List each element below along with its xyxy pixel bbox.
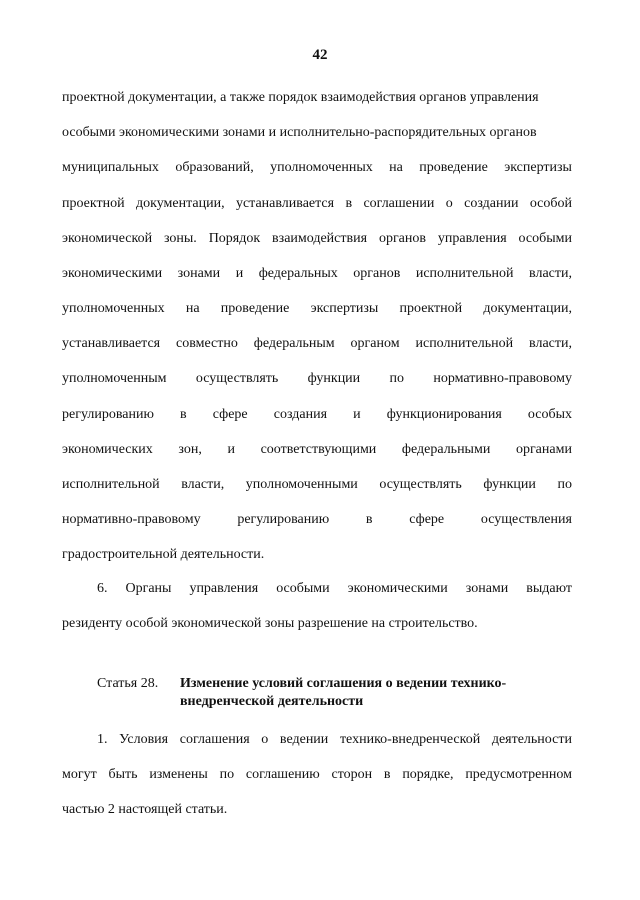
text-line [62, 511, 572, 529]
word: и [235, 266, 244, 281]
word: создания [273, 407, 328, 422]
word: проектной [399, 301, 463, 316]
word: образований, [175, 160, 254, 175]
word: порядке, [402, 767, 454, 782]
word: устанавливается [62, 336, 161, 351]
word: в [345, 196, 353, 211]
word: и [353, 407, 361, 422]
word: федеральными [401, 442, 491, 457]
word: зонами [465, 581, 509, 596]
word: экономических [62, 442, 153, 457]
word: исполнительной [415, 336, 514, 351]
word: на [389, 160, 403, 175]
text-line [62, 195, 572, 213]
word: зоны. [163, 231, 197, 246]
word: особыми [276, 581, 330, 596]
word: зон, [178, 442, 202, 457]
text-line [62, 335, 572, 353]
word: соответствующими [260, 442, 377, 457]
word: 1. [97, 732, 108, 747]
word: функционирования [386, 407, 502, 422]
text-line [62, 89, 572, 107]
word: изменены [149, 767, 208, 782]
word: особой [529, 196, 572, 211]
text-line [62, 546, 572, 564]
word: в [383, 767, 391, 782]
word: ведении [279, 732, 329, 747]
word: регулированию [237, 512, 330, 527]
word: федеральным [253, 336, 335, 351]
word: экспертизы [310, 301, 379, 316]
word: взаимодействия [272, 231, 368, 246]
word: 6. [97, 581, 108, 596]
word: органов [353, 266, 401, 281]
text-line [62, 370, 572, 388]
word: органом [350, 336, 400, 351]
article-title-line-2: внедренческой деятельности [180, 694, 364, 709]
word: совместно [176, 336, 238, 351]
word: власти, [529, 336, 572, 351]
word: соглашению [245, 767, 320, 782]
text-line [62, 441, 572, 459]
page-number: 42 [312, 47, 328, 63]
word: сфере [409, 512, 445, 527]
word: документации, [135, 196, 225, 211]
text-line [62, 159, 572, 177]
word: могут [62, 767, 97, 782]
word: проектной документации, а также порядок взаимодействия органов управления [62, 90, 539, 105]
word: документации, [483, 301, 572, 316]
word: по [389, 371, 405, 386]
word: управления [189, 581, 259, 596]
word: осуществлять [379, 477, 462, 492]
word: на [185, 301, 200, 316]
word: власти, [181, 477, 225, 492]
word: градостроительной деятельности. [62, 547, 265, 562]
word: осуществлять [195, 371, 279, 386]
word: экономическими [347, 581, 448, 596]
word: по [219, 767, 235, 782]
text-line [62, 265, 572, 283]
word: исполнительной [415, 266, 514, 281]
word: нормативно-правовому [62, 512, 201, 527]
word: федеральных [258, 266, 338, 281]
word: экономическими [62, 266, 163, 281]
article-title-line-1: Изменение условий соглашения о ведении технико- [180, 676, 507, 691]
word: сфере [212, 407, 248, 422]
text-line [97, 580, 572, 598]
word: функции [307, 371, 361, 386]
word: уполномоченных [62, 301, 165, 316]
word: экономической [62, 231, 153, 246]
word: зонами [177, 266, 221, 281]
word: регулированию [62, 407, 154, 422]
article-label: Статья 28. [97, 676, 159, 691]
word: Условия [119, 732, 169, 747]
text-line [97, 731, 572, 749]
word: органами [515, 442, 572, 457]
word: проведение [419, 160, 488, 175]
word: нормативно-правовому [433, 371, 572, 386]
word: особыми [518, 231, 572, 246]
word: уполномоченными [245, 477, 358, 492]
text-line [62, 801, 572, 819]
text-line [62, 476, 572, 494]
word: выдают [526, 581, 572, 596]
text-line [62, 766, 572, 784]
word: соглашения [179, 732, 250, 747]
word: в [180, 407, 187, 422]
word: о [445, 196, 453, 211]
word: исполнительной [62, 477, 160, 492]
word: быть [108, 767, 138, 782]
word: сторон [331, 767, 373, 782]
word: Органы [125, 581, 172, 596]
text-line [62, 230, 572, 248]
word: уполномоченным [62, 371, 167, 386]
word: муниципальных [62, 160, 159, 175]
word: частью 2 настоящей статьи. [62, 802, 228, 817]
word: осуществления [480, 512, 572, 527]
word: предусмотренном [465, 767, 572, 782]
word: особыми экономическими зонами и исполнительно-распорядительных органов [62, 125, 537, 140]
word: и [227, 442, 235, 457]
text-line [62, 124, 572, 142]
word: проведение [220, 301, 290, 316]
word: деятельности [491, 732, 572, 747]
word: устанавливается [235, 196, 335, 211]
word: власти, [529, 266, 572, 281]
word: проектной [62, 196, 125, 211]
word: управления [437, 231, 507, 246]
word: уполномоченных [270, 160, 373, 175]
word: особых [527, 407, 572, 422]
word: по [557, 477, 572, 492]
word: технико-внедренческой [339, 732, 481, 747]
text-line [62, 300, 572, 318]
word: о [261, 732, 269, 747]
word: резиденту особой экономической зоны разрешение на строительство. [62, 616, 478, 631]
word: создании [464, 196, 519, 211]
text-line [62, 406, 572, 424]
word: органов [378, 231, 426, 246]
word: соглашении [363, 196, 435, 211]
word: Порядок [208, 231, 261, 246]
word: функции [483, 477, 536, 492]
text-line [62, 615, 572, 633]
word: экспертизы [504, 160, 572, 175]
word: в [365, 512, 373, 527]
